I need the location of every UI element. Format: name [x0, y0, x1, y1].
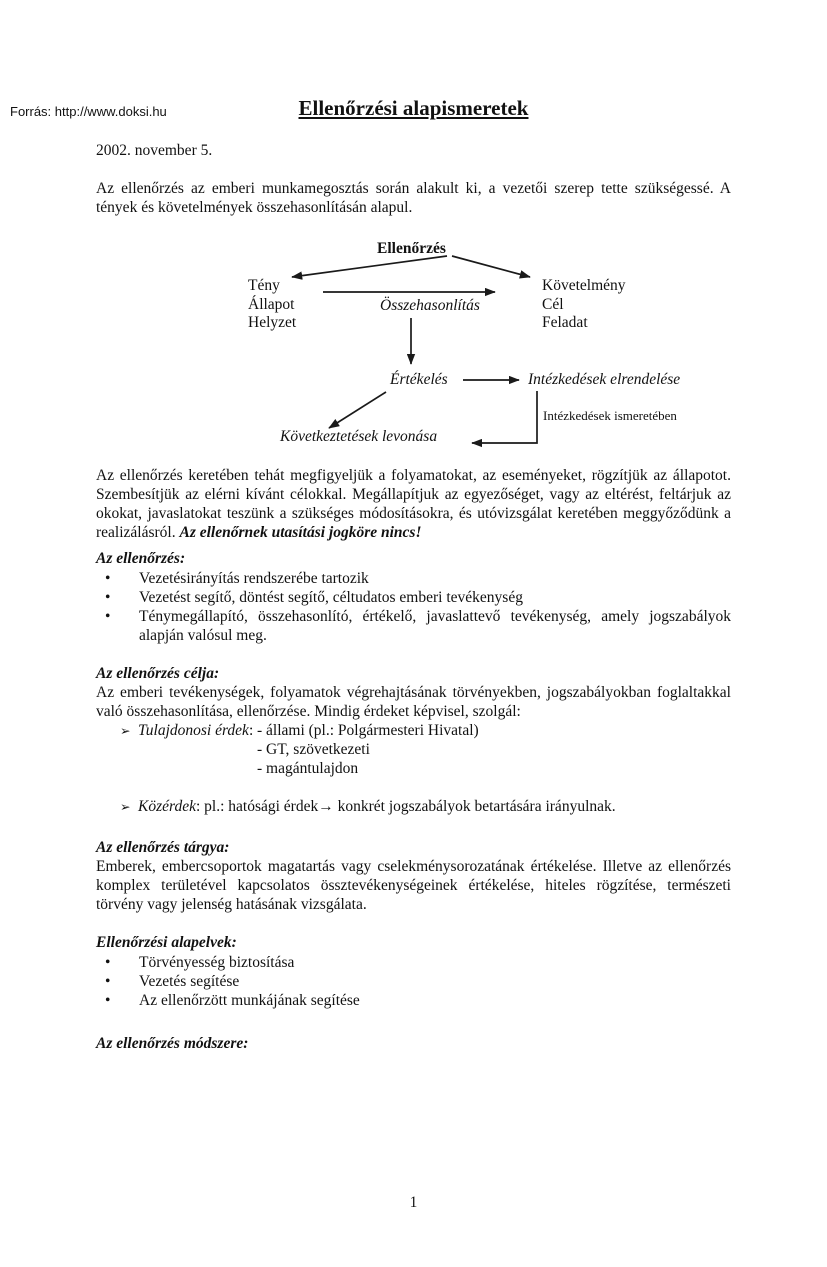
- process-paragraph: [96, 466, 731, 542]
- arrow-bullet-icon: ➢: [120, 723, 131, 738]
- section-heading-method: Az ellenőrzés módszere:: [96, 1035, 249, 1052]
- page-title: Ellenőrzési alapismeretek: [298, 96, 529, 120]
- owner-interest-row: [96, 721, 731, 778]
- public-interest-pre: : pl.: hatósági érdek: [195, 798, 319, 815]
- intro-paragraph: Az ellenőrzés az emberi munkamegosztás során alakult ki, a vezetői szerep tette szükségessé. A tények és követelmények összehasonlításán alapul.: [96, 180, 731, 216]
- public-interest-post: konkrét jogszabályok betartására irányulnak.: [333, 798, 616, 815]
- public-interest-term: Közérdek: [138, 798, 196, 815]
- document-body: [0, 97, 827, 1053]
- list-item-text: Az ellenőrzött munkájának segítése: [139, 992, 360, 1009]
- diagram-right-column: [542, 277, 626, 333]
- bullet-icon: •: [105, 973, 111, 990]
- bullet-icon: •: [105, 954, 111, 971]
- list-item-text: Ténymegállapító, összehasonlító, értékelő, javaslattevő tevékenység, amely jogszabályok alapján valósul meg.: [139, 608, 731, 644]
- list-item: [96, 953, 731, 972]
- list-item: [96, 569, 731, 588]
- diagram-measures-note: Intézkedések ismeretében: [543, 408, 677, 423]
- section-heading-definition: Az ellenőrzés:: [96, 550, 186, 567]
- owner-interest-colon: :: [248, 722, 254, 739]
- diagram-comparison-label: Összehasonlítás: [380, 297, 480, 314]
- section-heading-principles: Ellenőrzési alapelvek:: [96, 934, 237, 951]
- bullet-icon: •: [105, 608, 111, 625]
- document-page: [0, 97, 827, 1267]
- owner-interest-term: Tulajdonosi érdek: [138, 722, 249, 739]
- section-heading-purpose: Az ellenőrzés célja:: [96, 665, 220, 682]
- source-header: Forrás: http://www.doksi.hu: [10, 104, 167, 119]
- public-interest-text: [138, 797, 616, 816]
- control-flow-diagram: [0, 237, 827, 455]
- diagram-left-item: Állapot: [248, 295, 295, 313]
- owner-interest-items: [257, 721, 731, 778]
- diagram-right-item: Feladat: [542, 314, 588, 331]
- owner-interest-item: - állami (pl.: Polgármesteri Hivatal): [257, 722, 479, 739]
- list-item-text: Vezetést segítő, döntést segítő, céltudatos emberi tevékenység: [139, 589, 523, 606]
- list-item: [96, 991, 731, 1010]
- bullet-icon: •: [105, 992, 111, 1009]
- bullet-icon: •: [105, 570, 111, 587]
- page-number: 1: [409, 1194, 418, 1211]
- diagram-measures-label: Intézkedések elrendelése: [528, 371, 681, 388]
- diagram-right-item: Követelmény: [542, 277, 626, 294]
- diagram-evaluation-label: Értékelés: [390, 371, 448, 388]
- process-text: Az ellenőrzés keretében tehát megfigyeljük a folyamatokat, az eseményeket, rögzítjük az állapotot. Szembesítjük az elérni kívánt célokkal. Megállapítjuk az egyezőséget, vagy az eltérést, feltárjuk az okokat, javaslatokat teszünk a szükséges módosításokra, és utóvizsgálat keretében meggyőződünk a realizálásról.: [96, 467, 731, 541]
- public-interest-row: [96, 797, 731, 816]
- diagram-arrows: [0, 237, 827, 455]
- diagram-left-column: [248, 277, 296, 333]
- diagram-conclusions-label: Következtetések levonása: [280, 428, 438, 445]
- diagram-right-item: Cél: [542, 295, 564, 313]
- purpose-paragraph: Az emberi tevékenységek, folyamatok végrehajtásának törvényekben, jogszabályokban foglaltakkal való összehasonlítása, ellenőrzése. Mindig érdeket képvisel, szolgál:: [96, 684, 731, 720]
- process-emphasis: Az ellenőrnek utasítási jogköre nincs!: [179, 524, 422, 541]
- list-item: [96, 972, 731, 991]
- list-item-text: Vezetésirányítás rendszerébe tartozik: [139, 570, 369, 587]
- bullet-icon: •: [105, 589, 111, 606]
- owner-interest-item: - magántulajdon: [257, 760, 359, 777]
- diagram-left-item: Helyzet: [248, 314, 297, 331]
- owner-interest-item: - GT, szövetkezeti: [257, 741, 370, 758]
- right-arrow-icon: →: [318, 798, 334, 815]
- date-line: 2002. november 5.: [96, 142, 213, 159]
- definition-bullet-list: [96, 569, 731, 645]
- list-item: [96, 588, 731, 607]
- arrow-bullet-icon: ➢: [120, 799, 131, 814]
- principles-bullet-list: [96, 953, 731, 1010]
- diagram-root-label: Ellenőrzés: [377, 240, 446, 257]
- list-item-text: Vezetés segítése: [139, 973, 240, 990]
- section-heading-subject: Az ellenőrzés tárgya:: [96, 839, 230, 856]
- diagram-left-item: Tény: [248, 277, 280, 294]
- subject-paragraph: Emberek, embercsoportok magatartás vagy cselekménysorozatának értékelése. Illetve az ellenőrzés komplex területével kapcsolatos össztevékenységeinek értékelése, hiteles rögzítése, természeti törvény vagy jelenség hatásának vizsgálata.: [96, 858, 731, 913]
- list-item: [96, 607, 731, 645]
- list-item-text: Törvényesség biztosítása: [139, 954, 295, 971]
- owner-interest-label: [138, 721, 257, 740]
